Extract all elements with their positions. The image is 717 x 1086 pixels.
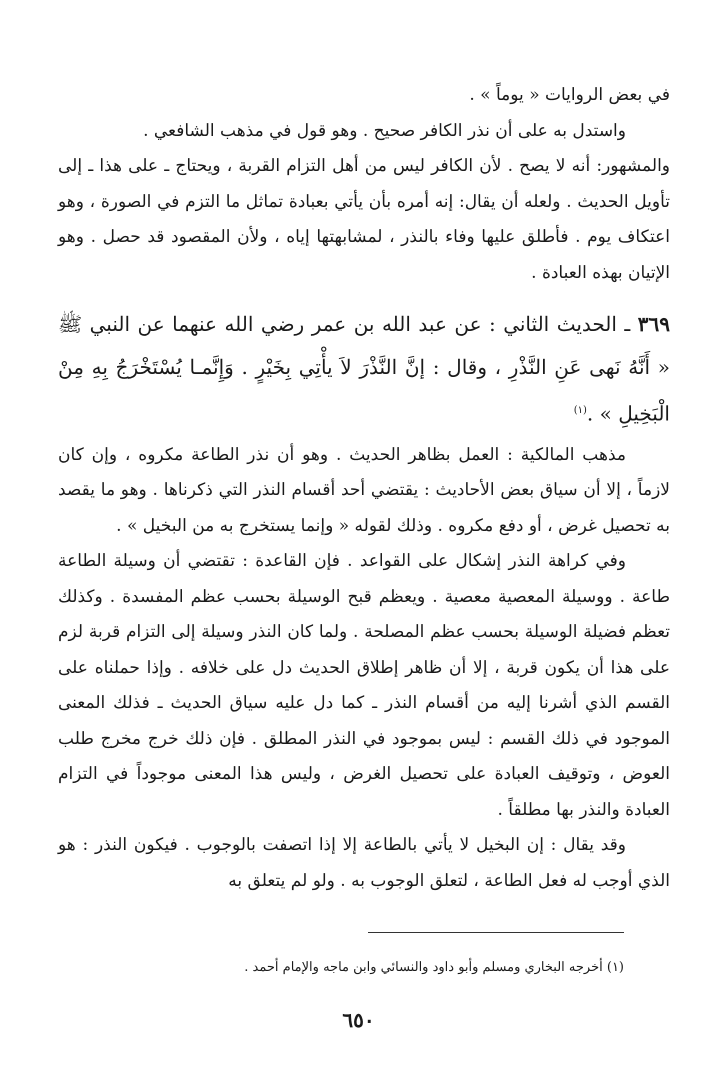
hadith-number: ٣٦٩ (637, 312, 671, 336)
footnote-reference: (١) (573, 405, 587, 416)
paragraph-5: وفي كراهة النذر إشكال على القواعد . فإن القاعدة : تقتضي أن وسيلة الطاعة طاعة . ووسيلة المعصية معصية . ويعظم قبح الوسيلة بحسب عظم المفسدة . وكذلك تعظم فضيلة الوسيلة بحسب عظم المصلحة . ولما كان النذر وسيلة إلى التزام قربة لزم على هذا أن يكون قربة ، إلا أن ظاهر إطلاق الحديث دل على خلافه . وإذا حملناه على القسم الذي أشرنا إليه من أقسام النذر ـ كما دل عليه سياق الحديث ـ فذلك المعنى الموجود في ذلك القسم : ليس بموجود في النذر المطلق . فإن ذلك خرج مخرج طلب العوض ، وتوقيف العبادة على تحصيل الغرض ، وليس هذا المعنى موجوداً في التزام العبادة والنذر بها مطلقاً . (58, 551, 670, 820)
footnote-separator (368, 932, 624, 933)
hadith-text (58, 303, 670, 436)
page-number: ٦٥٠ (342, 1008, 375, 1032)
hadith-body: ـ الحديث الثاني : عن عبد الله بن عمر رضي الله عنهما عن النبي ﷺ « أَنَّهُ نَهى عَنِ النَّذْرِ ، وقال : إنَّ النَّذْرَ لاَ يأْتِي بِخَيْرٍ . وَإِنَّمـا يُسْتَخْرَجُ بِهِ مِنْ الْبَخِيلِ » . (58, 312, 670, 426)
paragraph-4: مذهب المالكية : العمل بظاهر الحديث . وهو أن نذر الطاعة مكروه ، وإن كان لازماً ، إلا أن سياق بعض الأحاديث : يقتضي أحد أقسام النذر التي ذكرناها . وهو ما يقصد به تحصيل غرض ، أو دفع مكروه . وذلك لقوله « وإنما يستخرج به من البخيل » . (58, 444, 670, 536)
footnote: (١) أخرجه البخاري ومسلم وأبو داود والنسائي وابن ماجه والإمام أحمد . (244, 960, 624, 975)
paragraph-1: في بعض الروايات « يوماً » . (469, 85, 670, 105)
paragraph-6: وقد يقال : إن البخيل لا يأتي بالطاعة إلا إذا اتصفت بالوجوب . فيكون النذر : هو الذي أوجب له فعل الطاعة ، لتعلق الوجوب به . ولو لم يتعلق به (58, 835, 670, 891)
paragraph-3: والمشهور: أنه لا يصح . لأن الكافر ليس من أهل التزام القربة ، ويحتاج ـ على هذا ـ إلى تأويل الحديث . ولعله أن يقال: إنه أمره بأن يأتي بعبادة تماثل ما التزم في الصورة ، وهو اعتكاف يوم . فأطلق عليها وفاء بالنذر ، لمشابهتها إياه ، ولأن المقصود قد حصل . وهو الإتيان بهذه العبادة . (58, 156, 670, 283)
paragraph-2: واستدل به على أن نذر الكافر صحيح . وهو قول في مذهب الشافعي . (143, 120, 626, 141)
hadith-block (58, 303, 670, 436)
page-body (58, 78, 670, 899)
